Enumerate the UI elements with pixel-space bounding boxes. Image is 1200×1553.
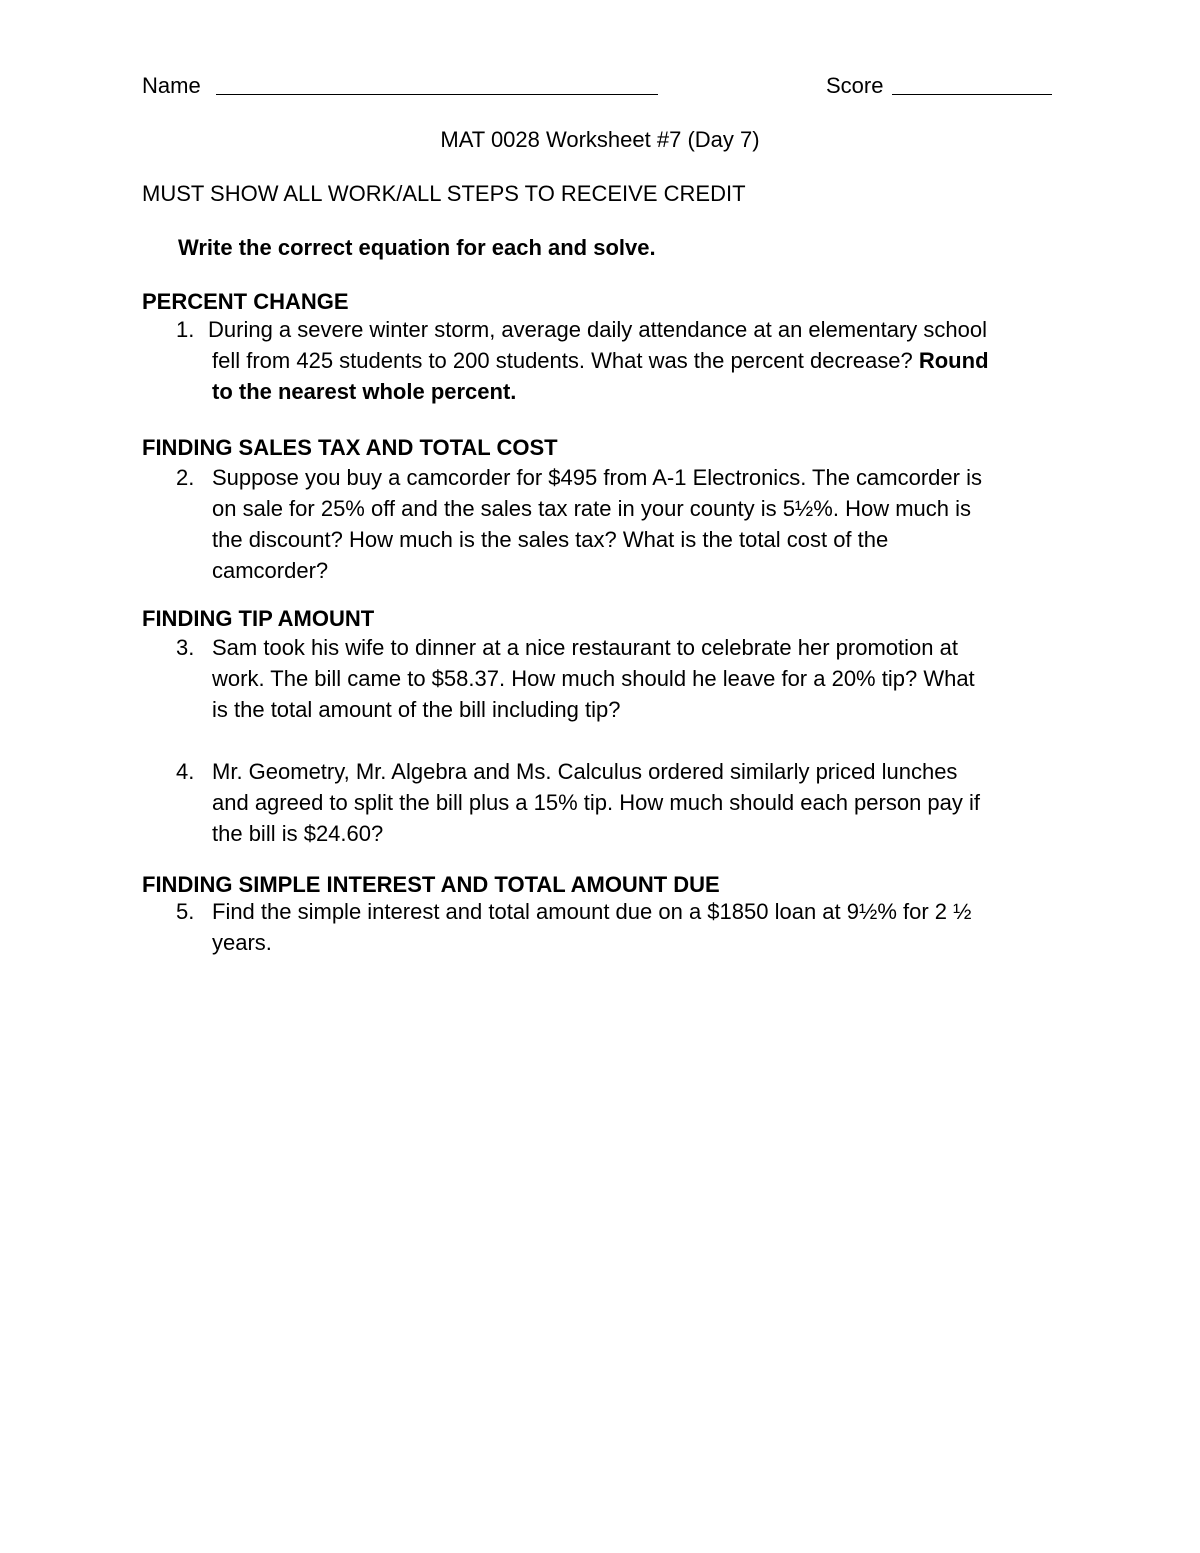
name-blank-line bbox=[216, 94, 658, 95]
question-line: Sam took his wife to dinner at a nice restaurant to celebrate her promotion at bbox=[212, 635, 958, 660]
question-line-bold: Round bbox=[918, 348, 989, 373]
question-line-plain: fell from 425 students to 200 students. What was the percent decrease? bbox=[212, 348, 919, 373]
question-line: Find the simple interest and total amount due on a $1850 loan at 9½% for 2 ½ bbox=[212, 899, 972, 924]
question-line: on sale for 25% off and the sales tax rate in your county is 5½%. How much is bbox=[212, 496, 971, 521]
question-line: years. bbox=[212, 930, 272, 955]
question-line: Suppose you buy a camcorder for $495 from A-1 Electronics. The camcorder is bbox=[212, 465, 982, 490]
score-label: Score bbox=[826, 73, 884, 98]
worksheet-title: MAT 0028 Worksheet #7 (Day 7) bbox=[440, 127, 760, 152]
must-show-notice: MUST SHOW ALL WORK/ALL STEPS TO RECEIVE CREDIT bbox=[142, 181, 746, 206]
question-line: the discount? How much is the sales tax? What is the total cost of the bbox=[212, 527, 889, 552]
question-number: 4. bbox=[176, 759, 195, 784]
score-blank-line bbox=[892, 94, 1052, 95]
question-text bbox=[212, 462, 1062, 586]
question-text bbox=[212, 756, 1062, 849]
section-heading-sales-tax: FINDING SALES TAX AND TOTAL COST bbox=[142, 435, 558, 460]
question-line-bold: to the nearest whole percent. bbox=[212, 379, 517, 404]
question-line: the bill is $24.60? bbox=[212, 821, 384, 846]
question-line: Mr. Geometry, Mr. Algebra and Ms. Calculus ordered similarly priced lunches bbox=[212, 759, 958, 784]
question-line: work. The bill came to $58.37. How much should he leave for a 20% tip? What bbox=[212, 666, 975, 691]
section-heading-simple-interest: FINDING SIMPLE INTEREST AND TOTAL AMOUNT DUE bbox=[142, 872, 720, 897]
question-line: is the total amount of the bill including tip? bbox=[212, 697, 621, 722]
name-label: Name bbox=[142, 73, 201, 98]
question-text bbox=[212, 896, 1062, 958]
question-text bbox=[208, 314, 1062, 407]
question-line: camcorder? bbox=[212, 558, 329, 583]
question-number: 5. bbox=[176, 899, 195, 924]
question-number: 3. bbox=[176, 635, 195, 660]
section-heading-percent-change: PERCENT CHANGE bbox=[142, 289, 349, 314]
question-text bbox=[212, 632, 1062, 725]
question-line: During a severe winter storm, average daily attendance at an elementary school bbox=[208, 317, 987, 342]
section-heading-tip: FINDING TIP AMOUNT bbox=[142, 606, 375, 631]
question-number: 1. bbox=[176, 317, 195, 342]
question-number: 2. bbox=[176, 465, 195, 490]
question-line bbox=[212, 345, 1062, 376]
question-line: and agreed to split the bill plus a 15% tip. How much should each person pay if bbox=[212, 790, 981, 815]
instruction: Write the correct equation for each and solve. bbox=[178, 235, 656, 260]
